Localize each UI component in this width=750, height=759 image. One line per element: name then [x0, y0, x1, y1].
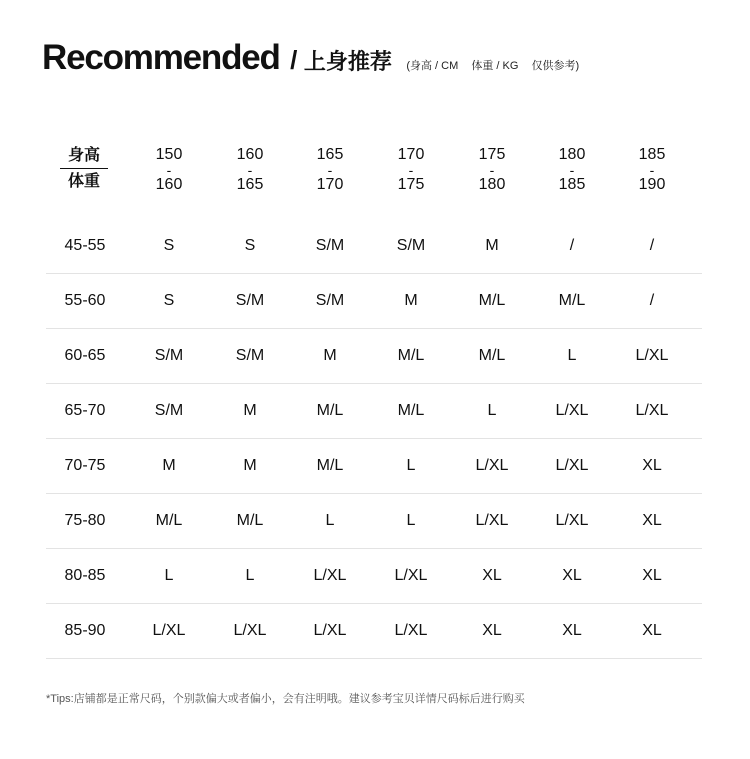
height-range-to: 170	[316, 176, 344, 193]
height-range-to: 160	[155, 176, 183, 193]
size-cell: L/XL	[635, 347, 669, 364]
size-cell: L/XL	[555, 512, 589, 529]
size-cell: XL	[642, 512, 662, 529]
size-cell: L	[245, 567, 255, 584]
size-cell: L/XL	[555, 402, 589, 419]
size-cell: L	[406, 457, 416, 474]
size-cell: S/M	[235, 292, 265, 309]
title-english: Recommended	[42, 38, 280, 77]
range-dash: -	[408, 162, 414, 178]
range-dash: -	[247, 162, 253, 178]
size-cell: M	[243, 457, 257, 474]
size-cell: /	[649, 292, 655, 309]
table-row	[46, 493, 702, 549]
height-range-to: 165	[236, 176, 264, 193]
size-cell: M/L	[478, 347, 506, 364]
size-cell: M	[162, 457, 176, 474]
size-cell: M	[243, 402, 257, 419]
size-cell: S	[163, 292, 175, 309]
size-cell: L/XL	[233, 622, 267, 639]
range-dash: -	[649, 162, 655, 178]
height-range-header	[381, 146, 441, 194]
size-cell: S/M	[396, 237, 426, 254]
table-row	[46, 383, 702, 439]
table-row	[46, 438, 702, 494]
weight-range-cell: 75-80	[64, 512, 106, 529]
size-cell: L/XL	[394, 567, 428, 584]
height-range-from: 180	[558, 146, 586, 163]
corner-height-label: 身高	[60, 146, 108, 169]
size-cell: L/XL	[475, 512, 509, 529]
weight-range-cell: 60-65	[64, 347, 106, 364]
height-range-from: 175	[478, 146, 506, 163]
table-row	[46, 548, 702, 604]
size-cell: M/L	[316, 457, 344, 474]
size-cell: M/L	[478, 292, 506, 309]
height-range-header	[139, 146, 199, 194]
height-range-from: 150	[155, 146, 183, 163]
size-cell: M/L	[558, 292, 586, 309]
size-cell: M/L	[236, 512, 264, 529]
size-cell: L/XL	[394, 622, 428, 639]
size-cell: L	[567, 347, 577, 364]
size-cell: XL	[642, 622, 662, 639]
subtitle-reference-note: 仅供参考)	[531, 60, 580, 72]
range-dash: -	[489, 162, 495, 178]
height-range-from: 165	[316, 146, 344, 163]
size-cell: M/L	[316, 402, 344, 419]
size-cell: M/L	[155, 512, 183, 529]
subtitle	[406, 60, 589, 72]
size-cell: S/M	[154, 347, 184, 364]
height-range-to: 175	[397, 176, 425, 193]
height-range-header	[622, 146, 682, 194]
size-cell: S/M	[235, 347, 265, 364]
page-header	[42, 38, 589, 78]
title-separator: /	[290, 45, 298, 75]
height-range-header	[220, 146, 280, 194]
size-cell: S/M	[154, 402, 184, 419]
height-range-header	[542, 146, 602, 194]
size-cell: M	[404, 292, 418, 309]
size-cell: S	[163, 237, 175, 254]
size-cell: S/M	[315, 237, 345, 254]
height-range-from: 160	[236, 146, 264, 163]
table-corner-header	[60, 146, 108, 195]
size-cell: L	[164, 567, 174, 584]
size-cell: S	[244, 237, 256, 254]
size-cell: M	[485, 237, 499, 254]
size-cell: L	[406, 512, 416, 529]
size-cell: /	[649, 237, 655, 254]
subtitle-height-unit: (身高 / CM	[406, 60, 459, 72]
title-chinese: 上身推荐	[303, 49, 392, 74]
size-cell: M/L	[397, 402, 425, 419]
height-range-header	[462, 146, 522, 194]
size-cell: L/XL	[635, 402, 669, 419]
table-row	[46, 603, 702, 659]
size-cell: L/XL	[313, 622, 347, 639]
height-range-header	[300, 146, 360, 194]
weight-range-cell: 80-85	[64, 567, 106, 584]
range-dash: -	[327, 162, 333, 178]
weight-range-cell: 65-70	[64, 402, 106, 419]
height-range-to: 190	[638, 176, 666, 193]
size-cell: M/L	[397, 347, 425, 364]
corner-weight-label: 体重	[67, 173, 100, 190]
weight-range-cell: 55-60	[64, 292, 106, 309]
size-cell: L	[325, 512, 335, 529]
size-cell: XL	[642, 457, 662, 474]
size-cell: XL	[642, 567, 662, 584]
range-dash: -	[569, 162, 575, 178]
height-range-from: 185	[638, 146, 666, 163]
height-range-from: 170	[397, 146, 425, 163]
size-cell: XL	[482, 622, 502, 639]
size-cell: M	[323, 347, 337, 364]
subtitle-weight-unit: 体重 / KG	[471, 60, 519, 72]
size-cell: XL	[562, 567, 582, 584]
table-row	[46, 218, 702, 274]
height-range-to: 185	[558, 176, 586, 193]
size-cell: /	[569, 237, 575, 254]
size-cell: L/XL	[555, 457, 589, 474]
size-cell: XL	[562, 622, 582, 639]
tips-note: *Tips:店铺都是正常尺码，个别款偏大或者偏小，会有注明哦。建议参考宝贝详情尺码标后进行购买	[46, 693, 525, 705]
size-cell: S/M	[315, 292, 345, 309]
size-cell: L/XL	[313, 567, 347, 584]
size-cell: XL	[482, 567, 502, 584]
weight-range-cell: 45-55	[64, 237, 106, 254]
size-cell: L	[487, 402, 497, 419]
table-row	[46, 273, 702, 329]
size-cell: L/XL	[475, 457, 509, 474]
table-row	[46, 328, 702, 384]
size-cell: L/XL	[152, 622, 186, 639]
height-range-to: 180	[478, 176, 506, 193]
weight-range-cell: 85-90	[64, 622, 106, 639]
range-dash: -	[166, 162, 172, 178]
weight-range-cell: 70-75	[64, 457, 106, 474]
